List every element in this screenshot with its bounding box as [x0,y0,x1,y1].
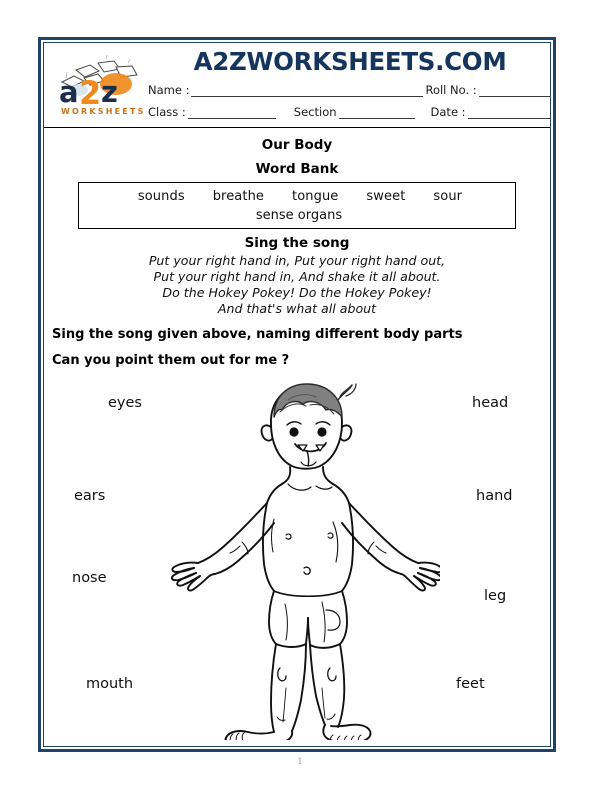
a2z-logo-graphic [54,54,146,118]
word-bank-item: breathe [212,189,265,204]
section-input[interactable] [339,107,415,119]
word-bank-item: sounds [137,189,185,204]
body-part-label-ears: ears [74,487,106,504]
word-bank-item: sweet [366,189,406,204]
svg-text:WORKSHEETS: WORKSHEETS [61,107,146,116]
body-part-label-head: head [472,394,509,411]
body-part-label-feet: feet [456,675,485,692]
roll-label: Roll No. : [425,83,477,97]
name-label: Name : [148,83,190,97]
instruction-line-1: Sing the song given above, naming different body parts [52,326,463,342]
word-bank-row-1 [79,189,515,204]
field-row-name [148,83,544,97]
lyric-line: Put your right hand in, Put your right hand out, [148,253,446,268]
word-bank-title: Word Bank [255,161,339,177]
word-bank-item: tongue [292,189,339,204]
body-diagram-area [44,372,550,740]
date-input[interactable] [468,107,550,119]
lyric-line: Put your right hand in, And shake it all about. [153,268,441,284]
song-title: Sing the song [244,235,350,251]
song-lyrics [44,253,550,317]
lyric-line: Do the Hokey Pokey! Do the Hokey Pokey! [162,284,432,300]
class-label: Class : [148,105,186,119]
date-label: Date : [430,105,466,119]
boy-body-illustration [170,372,440,740]
svg-text:z: z [101,75,118,109]
body-part-label-eyes: eyes [108,394,142,411]
instruction-line-2: Can you point them out for me ? [52,352,290,368]
page-number: 1 [297,757,303,766]
body-part-label-hand: hand [476,487,513,504]
body-part-label-mouth: mouth [86,675,134,692]
worksheet-main [44,128,550,740]
word-bank-item: sour [433,189,463,204]
body-part-label-leg: leg [484,587,507,604]
page-title: Our Body [261,137,333,153]
class-input[interactable] [188,107,276,119]
svg-text:2: 2 [79,74,102,112]
worksheet-content [44,43,550,746]
name-input[interactable] [191,85,423,97]
section-label: Section [293,105,337,119]
word-bank-box [78,182,516,229]
worksheet-header [44,43,550,128]
field-row-class [148,105,544,119]
roll-input[interactable] [479,85,550,97]
lyric-line: And that's what all about [217,300,377,316]
word-bank-row-2: sense organs [255,208,343,223]
boy-line-drawing [170,372,440,740]
brand-title: A2ZWORKSHEETS.COM [193,47,507,76]
a2z-logo [54,54,146,118]
svg-text:a: a [59,75,79,109]
body-part-label-nose: nose [72,569,107,586]
